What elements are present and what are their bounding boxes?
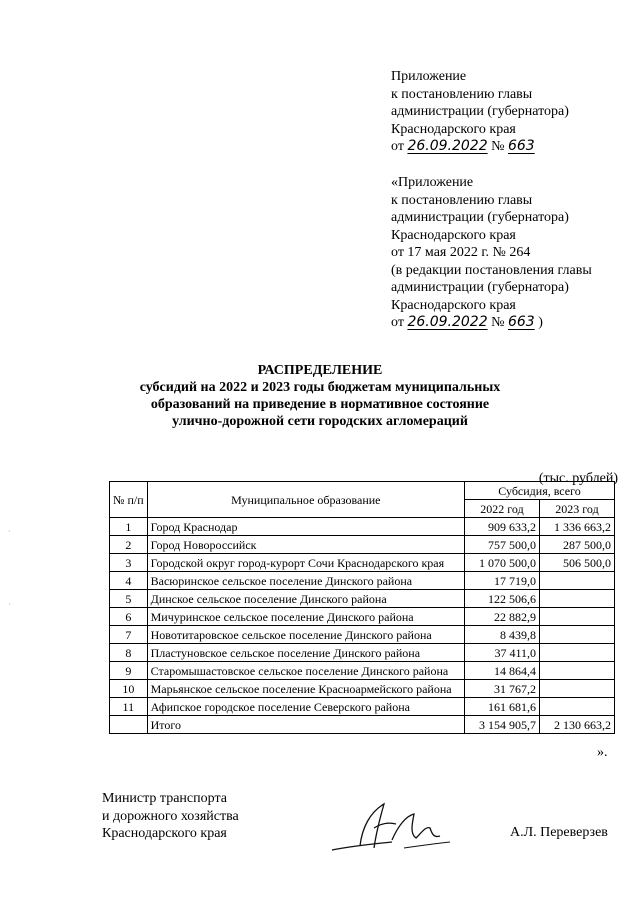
row-2022-cell: 37 411,0: [465, 644, 540, 662]
appendix-line: от 17 мая 2022 г. № 264: [391, 245, 531, 260]
appendix-line: Краснодарского края: [391, 121, 516, 137]
row-2023-cell: [540, 626, 615, 644]
row-name-cell: Васюринское сельское поселение Динского района: [147, 572, 464, 590]
table-header-row: [110, 482, 615, 500]
row-number-cell: 3: [110, 554, 148, 572]
col-number-header: № п/п: [110, 482, 148, 518]
row-2023-cell: [540, 644, 615, 662]
row-2022-cell: 757 500,0: [465, 536, 540, 554]
row-2023-cell: [540, 572, 615, 590]
table-row: [110, 680, 615, 698]
appendix-line: Приложение: [391, 69, 467, 84]
appendix-line: «Приложение: [391, 175, 474, 190]
appendix-line: администрации (губернатора): [391, 210, 569, 225]
appendix-header: [391, 68, 569, 156]
number-prefix: №: [491, 139, 505, 154]
appendix-line: к постановлению главы: [391, 86, 533, 102]
appendix-line: администрации (губернатора): [391, 104, 569, 119]
col-name-header: Муниципальное образование: [147, 482, 464, 518]
table-row: [110, 518, 615, 536]
total-2022: 3 154 905,7: [465, 716, 540, 734]
total-blank-cell: [110, 716, 148, 734]
row-2023-cell: 506 500,0: [540, 554, 615, 572]
handwritten-number: 663: [507, 138, 535, 154]
handwritten-number: 663: [507, 314, 535, 330]
table-row: [110, 536, 615, 554]
row-2022-cell: 122 506,6: [465, 590, 540, 608]
row-2022-cell: 14 864,4: [465, 662, 540, 680]
row-2023-cell: [540, 608, 615, 626]
table-body: [110, 518, 615, 734]
row-name-cell: Марьянское сельское поселение Красноармейского района: [147, 680, 464, 698]
row-2023-cell: 1 336 663,2: [540, 518, 615, 536]
title-line: образований на приведение в нормативное состояние: [150, 397, 490, 412]
row-name-cell: Мичуринское сельское поселение Динского района: [147, 608, 464, 626]
row-2023-cell: [540, 698, 615, 716]
row-name-cell: Афипское городское поселение Северского района: [147, 698, 464, 716]
table-row: [110, 698, 615, 716]
row-2023-cell: [540, 662, 615, 680]
row-number-cell: 5: [110, 590, 148, 608]
signatory-line: и дорожного хозяйства: [102, 808, 239, 824]
appendix-line: (в редакции постановления главы: [391, 262, 592, 278]
row-number-cell: 2: [110, 536, 148, 554]
col-2022-header: 2022 год: [465, 500, 540, 518]
from-prefix: от: [391, 315, 404, 330]
appendix-line: администрации (губернатора): [391, 280, 569, 295]
handwritten-date: 26.09.2022: [407, 314, 488, 330]
title-heading: РАСПРЕДЕЛЕНИЕ: [257, 363, 383, 378]
signatory-line: Министр транспорта: [102, 791, 227, 806]
closing-paren: ): [538, 315, 543, 330]
col-subsidy-header: Субсидия, всего: [465, 482, 615, 500]
row-2023-cell: [540, 590, 615, 608]
table-row: [110, 626, 615, 644]
row-number-cell: 7: [110, 626, 148, 644]
row-number-cell: 6: [110, 608, 148, 626]
appendix-line: к постановлению главы: [391, 192, 533, 208]
number-prefix: №: [491, 315, 505, 330]
row-name-cell: Город Краснодар: [147, 518, 464, 536]
document-title: [0, 362, 640, 430]
distribution-table: [109, 481, 615, 734]
row-name-cell: Пластуновское сельское поселение Динского района: [147, 644, 464, 662]
appendix-date-line: [391, 314, 592, 332]
table-row: [110, 644, 615, 662]
row-2023-cell: [540, 680, 615, 698]
row-2022-cell: 909 633,2: [465, 518, 540, 536]
closing-quote: ».: [597, 745, 608, 760]
row-number-cell: 9: [110, 662, 148, 680]
from-prefix: от: [391, 139, 404, 154]
row-2023-cell: 287 500,0: [540, 536, 615, 554]
col-2023-header: 2023 год: [540, 500, 615, 518]
row-number-cell: 11: [110, 698, 148, 716]
title-line: улично-дорожной сети городских агломераций: [172, 414, 468, 429]
table-row: [110, 608, 615, 626]
appendix-original-header: [391, 174, 592, 332]
signatory-name: А.Л. Переверзев: [510, 825, 608, 840]
total-label: Итого: [147, 716, 464, 734]
table-row: [110, 572, 615, 590]
table-total-row: [110, 716, 615, 734]
handwritten-date: 26.09.2022: [407, 138, 488, 154]
row-2022-cell: 1 070 500,0: [465, 554, 540, 572]
title-line: субсидий на 2022 и 2023 годы бюджетам муниципальных: [139, 380, 501, 395]
appendix-line: Краснодарского края: [391, 227, 516, 243]
row-2022-cell: 161 681,6: [465, 698, 540, 716]
row-2022-cell: 8 439,8: [465, 626, 540, 644]
margin-mark: ·: [8, 527, 11, 536]
row-name-cell: Городской округ город-курорт Сочи Краснодарского края: [147, 554, 464, 572]
row-name-cell: Старомышастовское сельское поселение Динского района: [147, 662, 464, 680]
row-name-cell: Динское сельское поселение Динского района: [147, 590, 464, 608]
row-name-cell: Новотитаровское сельское поселение Динского района: [147, 626, 464, 644]
signatory-line: Краснодарского края: [102, 826, 227, 841]
row-2022-cell: 31 767,2: [465, 680, 540, 698]
handwritten-signature: [322, 798, 462, 858]
row-name-cell: Город Новороссийск: [147, 536, 464, 554]
row-number-cell: 8: [110, 644, 148, 662]
row-2022-cell: 22 882,9: [465, 608, 540, 626]
table-row: [110, 662, 615, 680]
row-number-cell: 1: [110, 518, 148, 536]
table-row: [110, 590, 615, 608]
total-2023: 2 130 663,2: [540, 716, 615, 734]
row-2022-cell: 17 719,0: [465, 572, 540, 590]
row-number-cell: 4: [110, 572, 148, 590]
margin-mark: ·: [8, 600, 11, 609]
table-row: [110, 554, 615, 572]
appendix-date-line: [391, 138, 569, 156]
row-number-cell: 10: [110, 680, 148, 698]
signatory-title: [102, 790, 239, 843]
units-label: (тыс. рублей): [538, 471, 618, 486]
appendix-line: Краснодарского края: [391, 297, 516, 313]
